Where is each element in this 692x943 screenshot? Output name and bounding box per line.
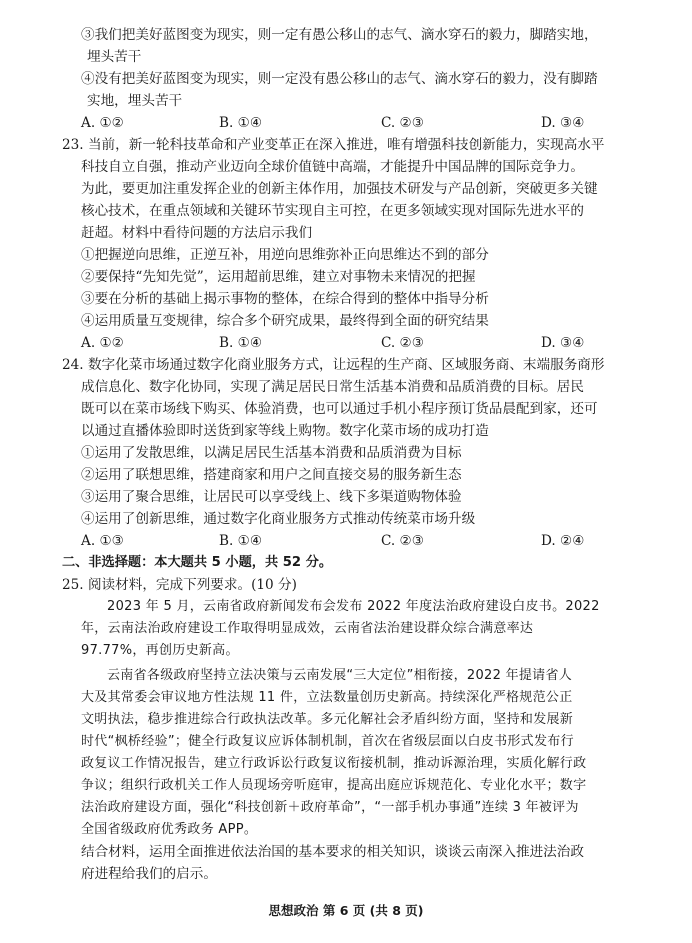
q25-heading: 25. 阅读材料，完成下列要求。(10 分) — [62, 577, 297, 593]
page-content — [62, 24, 662, 885]
q22-option-4-line-1: ④没有把美好蓝图变为现实，则一定没有愚公移山的志气、滴水穿石的毅力，没有脚踏 — [81, 71, 598, 87]
q24-choice-a: A. ①③ — [81, 533, 124, 549]
q24-choice-d: D. ②④ — [541, 533, 585, 549]
q23-answer-choices — [62, 332, 662, 354]
q24-stem-line: 24. 数字化菜市场通过数字化商业服务方式，让远程的生产商、区域服务商、末端服务商形 — [62, 357, 605, 373]
q25-task-line: 结合材料，运用全面推进依法治国的基本要求的相关知识，谈谈云南深入推进法治政 — [81, 844, 584, 860]
q23-choice-a: A. ①② — [81, 335, 124, 351]
q24-choice-c: C. ②③ — [381, 533, 424, 549]
material-p1-line: 2023 年 5 月，云南省政府新闻发布会发布 2022 年度法治政府建设白皮书。2022 — [107, 599, 600, 614]
q22-option-3-line-2: 埋头苦干 — [87, 49, 142, 65]
q24-stem-line: 既可以在菜市场线下购买、体验消费，也可以通过手机小程序预订货品晨配到家，还可 — [81, 401, 598, 417]
question-25 — [62, 574, 662, 885]
material-p1-line: 年，云南法治政府建设工作取得明显成效，云南省法治建设群众综合满意率达 — [81, 621, 534, 636]
q22-answer-choices — [62, 112, 662, 134]
material-p2-line: 争议；组织行政机关工作人员现场旁听庭审，提高出庭应诉规范化、专业化水平；数字 — [81, 778, 587, 793]
q22-option-4-line-2: 实地，埋头苦干 — [87, 93, 183, 109]
q24-option-1: ①运用了发散思维，以满足居民生活基本消费和品质消费为目标 — [81, 445, 462, 461]
q23-option-3: ③要在分析的基础上揭示事物的整体，在综合得到的整体中指导分析 — [81, 291, 489, 307]
q23-option-2: ②要保持“先知先觉”，运用超前思维，建立对事物未来情况的把握 — [81, 269, 476, 285]
q22-option-3-line-1: ③我们把美好蓝图变为现实，则一定有愚公移山的志气、滴水穿石的毅力，脚踏实地， — [81, 27, 598, 43]
section-heading-non-choice: 二、非选择题：本大题共 5 小题，共 52 分。 — [62, 555, 333, 570]
material-p2-line: 大及其常委会审议地方性法规 11 件，立法数量创历史新高。持续深化严格规范公正 — [81, 690, 573, 705]
material-p2-line: 时代“枫桥经验”；健全行政复议应诉体制机制，首次在省级层面以白皮书形式发布行 — [81, 734, 574, 749]
material-p2-line: 文明执法，稳步推进综合行政执法改革。多元化解社会矛盾纠纷方面，坚持和发展新 — [81, 712, 574, 727]
material-p2-line: 法治政府建设方面，强化“科技创新＋政府革命”，“一部手机办事通”连续 3 年被评为 — [81, 800, 579, 815]
q22-choice-a: A. ①② — [81, 115, 124, 131]
material-p2-line: 政复议工作情况报告，建立行政诉讼行政复议衔接机制，推动诉源治理，实质化解行政 — [81, 756, 587, 771]
q23-choice-c: C. ②③ — [381, 335, 424, 351]
question-23 — [62, 134, 662, 354]
q24-choice-b: B. ①④ — [219, 533, 263, 549]
q23-stem-line: 23. 当前，新一轮科技革命和产业变革正在深入推进，唯有增强科技创新能力，实现高水平 — [62, 137, 605, 153]
q24-option-3: ③运用了聚合思维，让居民可以享受线上、线下多渠道购物体验 — [81, 489, 462, 505]
q23-stem-line: 科技自立自强，推动产业迈向全球价值链中高端，才能提升中国品牌的国际竞争力。 — [81, 159, 584, 175]
q25-task-line: 府进程给我们的启示。 — [81, 866, 217, 882]
q22-choice-d: D. ③④ — [541, 115, 585, 131]
q23-choice-d: D. ③④ — [541, 335, 585, 351]
q23-stem-line: 核心技术，在重点领域和关键环节实现自主可控，在更多领域实现对国际先进水平的 — [81, 203, 584, 219]
q22-choice-b: B. ①④ — [219, 115, 263, 131]
question-24 — [62, 354, 662, 552]
material-p1-line: 97.77%，再创历史新高。 — [81, 643, 239, 658]
q23-option-1: ①把握逆向思维，正逆互补，用逆向思维弥补正向思维达不到的部分 — [81, 247, 489, 263]
q23-stem-line: 为此，要更加注重发挥企业的创新主体作用，加强技术研发与产品创新，突破更多关键 — [81, 181, 598, 197]
material-p2-line: 全国省级政府优秀政务 APP。 — [81, 822, 258, 837]
q23-choice-b: B. ①④ — [219, 335, 263, 351]
q24-option-2: ②运用了联想思维，搭建商家和用户之间直接交易的服务新生态 — [81, 467, 462, 483]
q24-answer-choices — [62, 530, 662, 552]
q22-choice-c: C. ②③ — [381, 115, 424, 131]
page-footer: 思想政治 第 6 页 (共 8 页) — [268, 903, 424, 918]
question-22-options — [62, 24, 662, 134]
q24-option-4: ④运用了创新思维，通过数字化商业服务方式推动传统菜市场升级 — [81, 511, 476, 527]
q23-option-4: ④运用质量互变规律，综合多个研究成果，最终得到全面的研究结果 — [81, 313, 489, 329]
q25-material — [62, 596, 662, 841]
q23-stem-line: 赶超。材料中看待问题的方法启示我们 — [81, 225, 313, 241]
q24-stem-line: 成信息化、数字化协同，实现了满足居民日常生活基本消费和品质消费的目标。居民 — [81, 379, 584, 395]
q24-stem-line: 以通过直播体验即时送货到家等线上购物。数字化菜市场的成功打造 — [81, 423, 489, 439]
material-p2-line: 云南省各级政府坚持立法决策与云南发展“三大定位”相衔接，2022 年提请省人 — [107, 668, 573, 683]
